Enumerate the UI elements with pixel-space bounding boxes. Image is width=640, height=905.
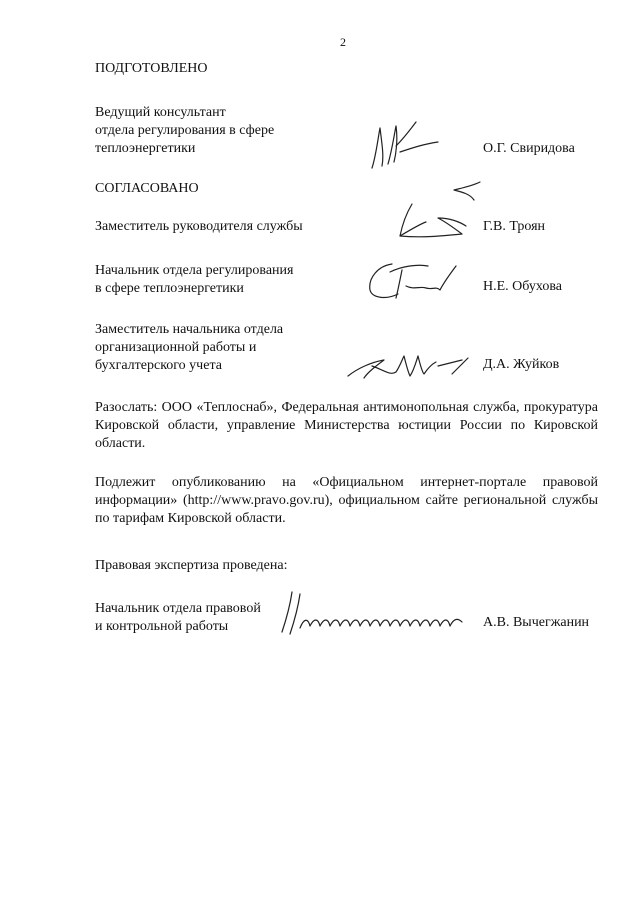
distribution-text (95, 399, 598, 453)
signature-zhuikov (344, 346, 474, 386)
signature-obukhova (362, 256, 462, 306)
agreed-position-1 (95, 218, 303, 236)
publication-body: Подлежит опубликованию на «Официальном интернет-портале правовой информации» (http://www.pravo.gov.ru), официальном сайте региональной службы по тарифам Кировской области. (95, 475, 598, 526)
signer-name-troyan: Г.В. Троян (483, 219, 546, 234)
position-line: Ведущий консультант (95, 105, 226, 120)
position-line: в сфере теплоэнергетики (95, 281, 244, 296)
position-line: организационной работы и (95, 340, 257, 355)
position-line: Начальник отдела правовой (95, 601, 261, 616)
agreed-position-3 (95, 321, 283, 375)
legal-review-text: Правовая экспертиза проведена: (95, 558, 288, 573)
position-line: и контрольной работы (95, 619, 229, 634)
publication-text (95, 474, 598, 528)
distribution-body: Разослать: ООО «Теплоснаб», Федеральная антимонопольная служба, прокуратура Кировской области, управление Министерства юстиции России по Кировской области. (95, 400, 598, 451)
position-line: бухгалтерского учета (95, 358, 222, 373)
signature-vychegzhanin (278, 588, 478, 638)
agreed-heading: СОГЛАСОВАНО (95, 181, 199, 196)
page-number: 2 (340, 35, 346, 49)
prepared-heading: ПОДГОТОВЛЕНО (95, 61, 208, 76)
signer-name-obukhova: Н.Е. Обухова (483, 279, 562, 294)
position-line: теплоэнергетики (95, 141, 196, 156)
signer-name-vychegzhanin: А.В. Вычегжанин (483, 615, 590, 630)
signer-name-sviridova: О.Г. Свиридова (483, 141, 575, 156)
position-line: Начальник отдела регулирования (95, 263, 294, 278)
position-line: Заместитель руководителя службы (95, 219, 303, 234)
signature-troyan (392, 178, 492, 248)
signature-sviridova (366, 116, 456, 176)
legal-position (95, 600, 261, 636)
position-line: Заместитель начальника отдела (95, 322, 284, 337)
position-line: отдела регулирования в сфере (95, 123, 275, 138)
prepared-position (95, 104, 274, 158)
agreed-position-2 (95, 262, 293, 298)
signer-name-zhuikov: Д.А. Жуйков (483, 357, 560, 372)
